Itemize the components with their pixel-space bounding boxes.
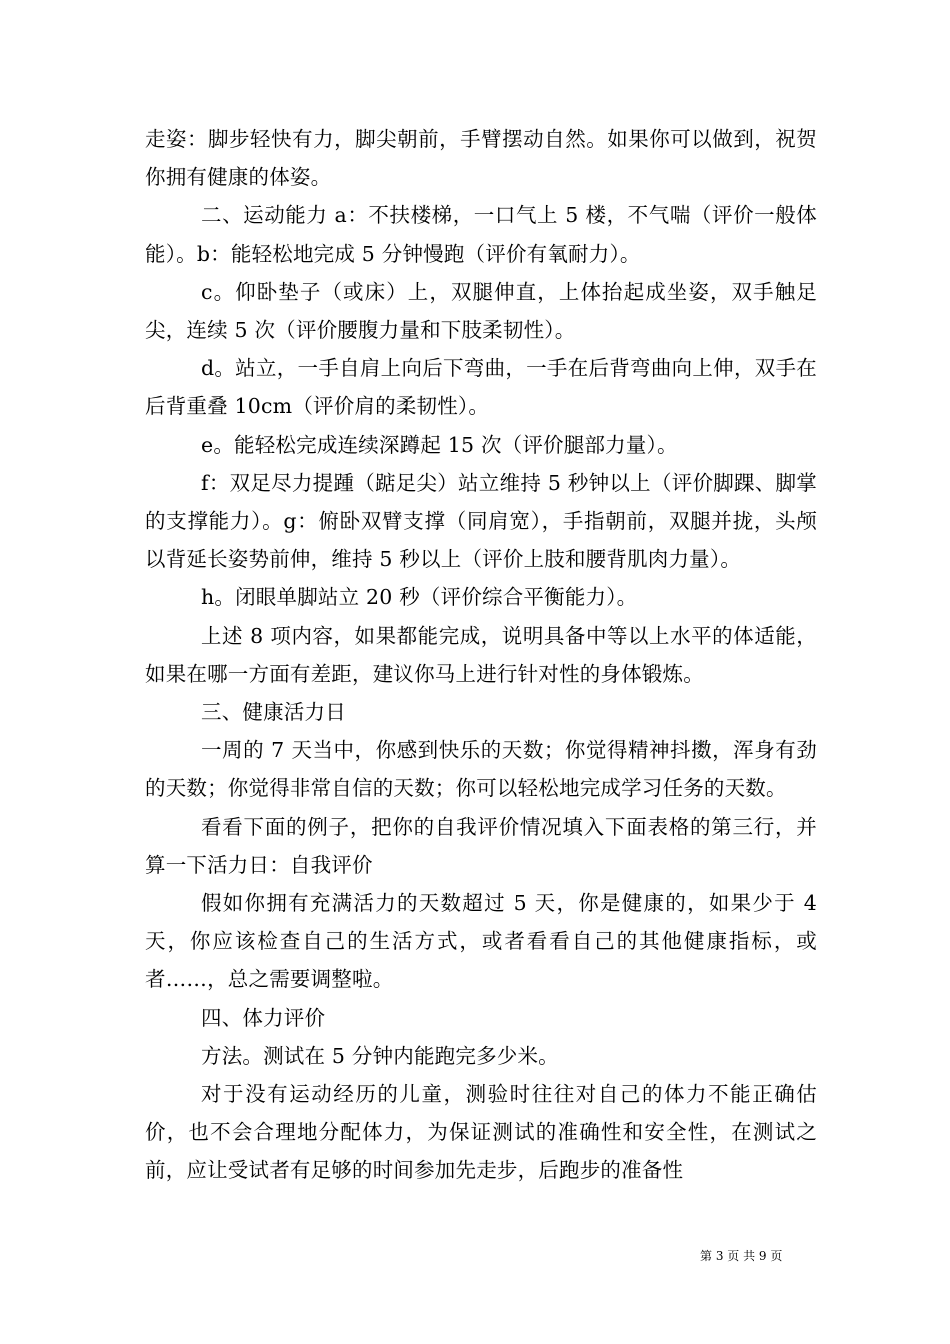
page-number-label: 第 3 页 共 9 页 — [700, 1249, 783, 1263]
section-heading-vitality-days: 三、健康活力日 — [201, 700, 346, 725]
paragraph-item-h: h。闭眼单脚站立 20 秒（评价综合平衡能力）。 — [201, 585, 638, 610]
document-body — [145, 120, 817, 1190]
page-number-footer — [700, 1248, 810, 1264]
paragraph-summary: 上述 8 项内容，如果都能完成，说明具备中等以上水平的体适能，如果在哪一方面有差距，建议你马上进行针对性的身体锻炼。 — [145, 623, 817, 686]
paragraph-walking-posture: 走姿：脚步轻快有力，脚尖朝前，手臂摆动自然。如果你可以做到，祝贺你拥有健康的体姿。 — [145, 127, 817, 190]
paragraph-item-e: e。能轻松完成连续深蹲起 15 次（评价腿部力量）。 — [201, 432, 678, 457]
paragraph-example-table: 看看下面的例子，把你的自我评价情况填入下面表格的第三行，并算一下活力日：自我评价 — [145, 814, 817, 877]
section-heading-fitness-evaluation: 四、体力评价 — [201, 1005, 326, 1030]
paragraph-method: 方法。测试在 5 分钟内能跑完多少米。 — [201, 1043, 559, 1068]
paragraph-children-test: 对于没有运动经历的儿童，测验时往往对自己的体力不能正确估价，也不会合理地分配体力，为保证测试的准确性和安全性，在测试之前，应让受试者有足够的时间参加先走步，后跑步的准备性 — [145, 1082, 817, 1183]
paragraph-item-c: c。仰卧垫子（或床）上，双腿伸直，上体抬起成坐姿，双手触足尖，连续 5 次（评价腰腹力量和下肢柔韧性）。 — [145, 279, 817, 343]
paragraph-vitality-result: 假如你拥有充满活力的天数超过 5 天，你是健康的，如果少于 4 天，你应该检查自己的生活方式，或者看看自己的其他健康指标，或者……，总之需要调整啦。 — [145, 891, 817, 992]
paragraph-vitality-week: 一周的 7 天当中，你感到快乐的天数；你觉得精神抖擞，浑身有劲的天数；你觉得非常自信的天数；你可以轻松地完成学习任务的天数。 — [145, 738, 817, 801]
paragraph-exercise-ability-ab: 二、运动能力 a：不扶楼梯，一口气上 5 楼，不气喘（评价一般体能）。b：能轻松地完成 5 分钟慢跑（评价有氧耐力）。 — [145, 203, 817, 266]
paragraph-item-d: d。站立，一手自肩上向后下弯曲，一手在后背弯曲向上伸，双手在后背重叠 10cm（评价肩的柔韧性）。 — [145, 356, 817, 419]
paragraph-item-fg: f：双足尽力提踵（踮足尖）站立维持 5 秒钟以上（评价脚踝、脚掌的支撑能力）。g：俯卧双臂支撑（同肩宽），手指朝前，双腿并拢，头颅以背延长姿势前伸，维持 5 秒以上（评价上肢和腰背肌肉力量）。 — [145, 470, 817, 572]
